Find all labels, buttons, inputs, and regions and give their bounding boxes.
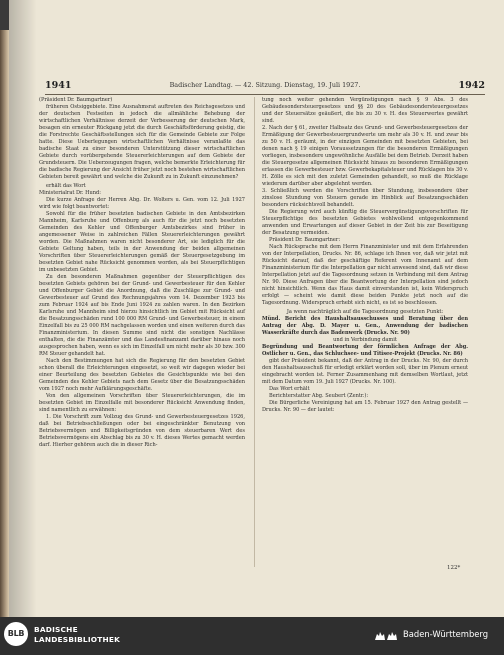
running-title: Badischer Landtag. — 42. Sitzung. Dienstag, 19. Juli 1927.: [169, 81, 361, 89]
left-column-paragraph: Sowohl für die früher besetzten badischen Gebiete in den Amtsbezirken Mannheim, Karlsruhe und Offenburg als auch für die jetzt noch besetzten Gemeinden des Kehler und Offenburger Amtsbezirkes sind früher in angemessener Weise in zahlreichen Fällen Steuererleichterungen gewährt worden. Die Maßnahmen waren nicht besonderer Art, sie lediglich für die Gebiete Geltung haben, teils in der Anwendung der beiden allgemeinen Vorschriften über Steuererleichterungen gemäß der Steuergesetzgebung im besetzten Gebiet nahe Rücksicht genommen worden, als bei Steuerpflichtigen im unbesetzten Gebiet.: [39, 211, 245, 273]
blb-logo[interactable]: BLB: [4, 622, 28, 646]
running-head: [45, 80, 485, 95]
book-edge: [0, 30, 9, 617]
right-column: [262, 97, 468, 414]
right-column-paragraph: Präsident Dr. Baumgartner:: [269, 237, 341, 243]
column-divider: [254, 97, 255, 567]
library-footer: [0, 617, 504, 655]
left-column-paragraph: erhält das Wort: [46, 183, 86, 189]
page-number-left: 1941: [45, 80, 72, 91]
left-column-paragraph: Von den allgemeinen Vorschriften über Steuererleichterungen, die im besetzten Gebiet im Einzelfalle mit besonderer Rücksicht Anwendung finden, sind namentlich zu erwähnen:: [39, 393, 245, 413]
left-column-paragraph: Die kurze Anfrage der Herren Abg. Dr. Wolters u. Gen. vom 12. Juli 1927 wird wie folgt beantwortet:: [39, 197, 245, 210]
blb-name: [34, 625, 120, 645]
sheet-mark: 122*: [447, 565, 461, 571]
scanned-page: [9, 0, 504, 617]
blb-name-line2: LANDESBIBLIOTHEK: [34, 635, 121, 644]
left-column-paragraph: 1. Die Vorschrift zum Vollzug des Grund- und Gewerbesteuergesetzes 1926, daß bei Betriebsschließungen oder bei eingeschränkter Benutzung von Betriebsvermögen und Billigkeitsgründen von dem steuerbaren Wert des Betriebsvermögens ein Abschlag bis zu 30 v. H. dieses Wertes gemacht werden darf. Hierher gehören auch die in dieser Rich-: [39, 414, 245, 448]
left-column-paragraph: früheren Ostsiggebiete. Eine Ausnahmsrat auftreten des Reichsgesetzes und der deutschen Festseiten in jedoch die allmähliche Behebung der wirtschaftlichen Verhältnisse derzeit der Verbesserung der deutschen Mark, besagen ein erneuter Rückgang jetzt die durch Geschäftsförderung geistig, die die Forstrechte Geschäftsstellungen sich für die Gemeinde Gebiete zur Folge hatte. Diese Ueberlegungen wirtschaftlichen Verhältnisse veranlaßte das badische Staat zu einer besonderen Unterstützung dieser wirtschaftlichen Gebiete durch vorübergehende Steuererleichterungen auf dem Gebiete der Grundsteuern. Die Ueberzeugungen fragen, welche bemerkte Erleichterung für die badische Regierung der Ansicht früher jetzt noch bestehen wirtschaftlichen Gebieten bereit gewährt und welche die Zukunft zu in Zukunft einzunehmen?: [39, 104, 245, 180]
right-column-paragraph: gibt der Präsident bekannt, daß der Antrag in der Drucks. Nr. 90, der durch den Haushaltsausschuß für erledigt erklärt worden soll, über im Plenum erneut eingebracht worden ist. Ferner Zusammenhang mit demselben Wortlaut, jetzt mit dem Datum vom 19. Juli 1927 (Drucks. Nr. 100).: [262, 358, 468, 385]
left-column-paragraph: Zu den besonderen Maßnahmen gegenüber der Steuerpflichtigen des besetzten Gebiets gehören bei der Grund- und Gewerbesteuer für den Kehler und Offenburger Gebiet die Anordnung, daß die Zuschläge zur Grund- und Gewerbesteuer auf Grund des Rechnungsjahres vom 14. Dezember 1923 bis zum Februar 1924 auf bis Ende Juni 1924 zu zahlen waren. In den Bezirken Karlsruhe und Mannheim sind hierzu hinsichtlich im Gebiet mit Rücksicht auf die Besatzungsschäden rund 100 000 RM Grund- und Gewerbesteuer, in einem Einzelfall bis zu 25 000 RM nachgelassen worden und einen weiteren durch das Finanzministerium. In diesen Summe sind nicht die sonstigen Nachlässe enthalten, die die Finanzämter und das Landesfinanzamt darüber hinaus noch ausgesprochen haben, wenn es sich im Einzelfall um nicht mehr als 30 bzw. 300 RM Steuer gehandelt hat.: [39, 274, 245, 357]
page-number-right: 1942: [458, 80, 485, 91]
gutter-shadow: [9, 0, 37, 617]
left-column-paragraph: Ministerialrat Dr. Hund:: [39, 190, 101, 196]
right-column-paragraph: Ja wenn nachträglich auf die Tagesordnung gesetzten Punkt:: [286, 309, 444, 315]
left-column-paragraph: (Präsident Dr. Baumgartner): [39, 97, 113, 103]
right-column-paragraph: Münd. Bericht des Haushaltsausschusses und Beratung über den Antrag der Abg. D. Mayer u. Gen., Anwendung der badischen Wasserkräfte durch das Badenwerk (Drucks. Nr. 90): [262, 316, 468, 336]
left-column: [39, 97, 245, 449]
right-column-paragraph: 2. Nach der § 61, zweiter Halbsatz des Grund- und Gewerbesteuergesetzes der Ermäßigung der Gewerbesteuergrundwerte um mehr als 30 v. H. und zwar bis zu 50 v. H. geräumt, in der einzigen Gemeinden mit besetzten Gebieten, bei denen nach § 19 einigen Voraussetzungen für die besonderen Ermäßigungen vorliegen, insbesondere ungewöhnliche Ausfälle bei dem Betrieb. Derzeit haben die Steuergesetze allgemeinen Rücksicht hinaus zu besonderen Ermäßigungen erlassen die Gewerbesteuer bzw. Gewerbekapitalsteuer und Rücklagen bis 30 v. H. Zölle es sich mit den zuletzt Gemeinden gehandelt, so muß die Rücklage wiederum darüber aber abgelehnt werden.: [262, 125, 468, 187]
bw-name[interactable]: Baden-Württemberg: [403, 629, 489, 639]
lions-coat-of-arms-icon[interactable]: [374, 630, 398, 642]
right-column-paragraph: tung noch weiter gehenden Vergünstigungen nach § 9 Abs. 3 des Gebäudesondersteuergesetzes und §§ 20 des Gebäudesondersteuergesetzes und der Steuersätze geäußert, die bis zu 30 v. H. des Steuerwertes gewährt sind.: [262, 97, 468, 124]
right-column-paragraph: Die Bürgerliche Vereinigung hat am 15. Februar 1927 den Antrag gestellt — Drucks. Nr. 90 — der lautet:: [262, 400, 468, 413]
blb-name-line1: BADISCHE: [34, 625, 78, 634]
right-column-paragraph: und in Verbindung damit: [333, 337, 397, 343]
right-column-paragraph: Die Regierung wird auch künftig die Steuervergünstigungsvorschriften für Steuerpflichtige des besetzten Gebietes wohlwollend entgegenkommend anwenden und Erwartungen auf dieser Gebiet in der Zeit bis zur Beseitigung der Besatzung vermeiden.: [262, 209, 468, 236]
right-column-paragraph: Das Wort erhält: [269, 386, 310, 392]
right-column-paragraph: 3. Schließlich werden die Vorschriften über Stundung, insbesondere über zinslose Stundung von Steuern gerade im Hinblick auf Besatzungsschäden besonders rücksichtsvoll behandelt.: [262, 188, 468, 208]
right-column-paragraph: Begründung und Beantwortung der förmlichen Anfrage der Abg. Ostlicher u. Gen., das Schluchsee- und Titisee-Projekt (Drucks. Nr. 86): [262, 344, 468, 357]
right-column-paragraph: Nach Rücksprache mit dem Herrn Finanzminister und mit dem Erfahrenden von der Interpellation, Drucks. Nr. 86, schlage ich Ihnen vor, daß wir jetzt mit Rücksicht darauf, daß der geschäftige Referent vom Innenamt auf dem Finanzministerium für die Interpellation gar nicht anwesend sind, daß wir diese Interpellation jetzt auf die Tagesordnung setzen in Verbindung mit dem Antrag Nr. 90. Diese Anfragen über die Beantwortung der Interpellation sind jedoch nicht hinsichtlich. Wenn das Haus damit einverstanden ist, kein Widerspruch erfolgt — scheint wie damit diese beiden Punkte jetzt noch auf die Tagesordnung. Widerspruch erhebt sich nicht, es ist so beschlossen.: [262, 244, 468, 306]
right-column-paragraph: Berichterstatter Abg. Seubert (Zentr.):: [269, 393, 369, 399]
left-column-paragraph: Nach den Bestimmungen hat sich die Regierung für den besetzten Gebiet schon überall die Erleichterungen eingesetzt, so weit wir dagegen wieder bei einer Beurteilung des besetzten Gebietes die Gesichtspunkte wie bei den Gemeinden des Kehler Gebiets nach dem Gesetz über die Besatzungsschäden vom 1927 noch mehr Aufklärungsgeschäfte.: [39, 358, 245, 392]
